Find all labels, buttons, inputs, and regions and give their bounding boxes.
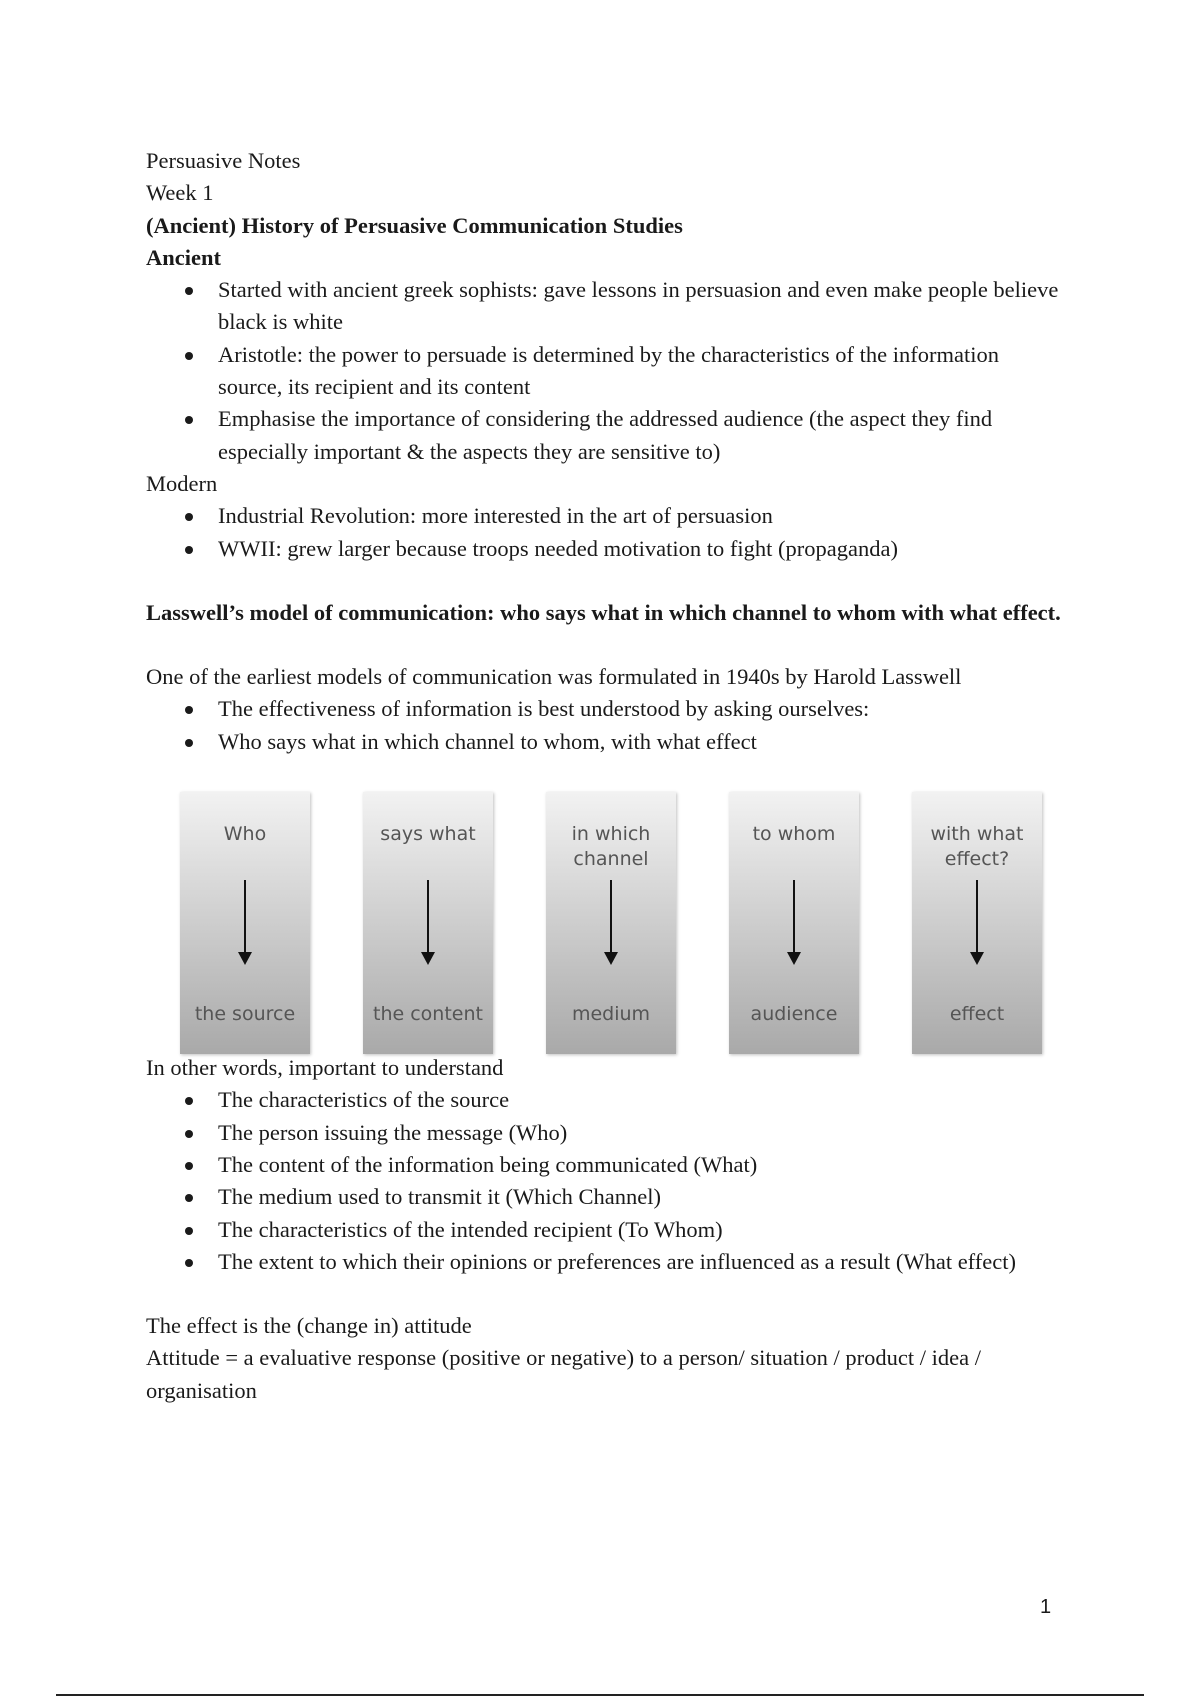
list-item: The extent to which their opinions or preferences are influenced as a result (What effect) [146,1246,1066,1278]
footer-divider [56,1694,1144,1696]
ancient-label: Ancient [146,244,221,270]
diagram-question: in which channel [571,823,651,871]
diagram-question: says what [380,823,476,846]
list-item: The medium used to transmit it (Which Channel) [146,1181,1066,1213]
lasswell-intro: One of the earliest models of communication was formulated in 1940s by Harold Lasswell [146,664,962,690]
list-item: Emphasise the importance of considering the addressed audience (the aspect they find especially important & the aspects they are sensitive to) [146,403,1066,468]
diagram-answer: audience [750,1003,838,1026]
diagram-answer: the content [373,1003,483,1026]
page-number: 1 [1040,1596,1052,1618]
diagram-answer: medium [571,1003,651,1026]
effect-line: The effect is the (change in) attitude [146,1313,472,1339]
other-words-intro: In other words, important to understand [146,1055,504,1081]
diagram-answer: effect [949,1003,1005,1026]
diagram-question: with what effect? [930,823,1024,871]
arrow-down-icon [244,880,246,962]
arrow-down-icon [793,880,795,962]
list-item: Aristotle: the power to persuade is determined by the characteristics of the information source, its recipient and its content [146,339,1066,404]
list-item: Who says what in which channel to whom, with what effect [146,726,1066,758]
ancient-bullet-list [146,274,1066,468]
attitude-definition: Attitude = a evaluative response (positive or negative) to a person/ situation / product / idea / organisation [146,1345,981,1403]
section-heading-history: (Ancient) History of Persuasive Communication Studies [146,212,683,238]
list-item: The effectiveness of information is best understood by asking ourselves: [146,693,1066,725]
diagram-column-says-what [363,792,493,1054]
modern-label: Modern [146,470,218,496]
list-item: The characteristics of the source [146,1084,1066,1116]
list-item: The content of the information being communicated (What) [146,1149,1066,1181]
arrow-down-icon [610,880,612,962]
arrow-down-icon [976,880,978,962]
modern-bullet-list [146,500,1066,565]
list-item: The characteristics of the intended recipient (To Whom) [146,1214,1066,1246]
understand-bullet-list [146,1084,1066,1278]
list-item: WWII: grew larger because troops needed motivation to fight (propaganda) [146,533,1066,565]
week-label: Week 1 [146,180,214,206]
diagram-question: Who [223,823,267,846]
list-item: Industrial Revolution: more interested in the art of persuasion [146,500,1066,532]
diagram-column-channel [546,792,676,1054]
doc-title: Persuasive Notes [146,148,301,173]
section-heading-lasswell: Lasswell’s model of communication: who says what in which channel to whom with what effect. [146,599,1061,625]
list-item: Started with ancient greek sophists: gave lessons in persuasion and even make people believe black is white [146,274,1066,339]
arrow-down-icon [427,880,429,962]
diagram-column-effect [912,792,1042,1054]
list-item: The person issuing the message (Who) [146,1117,1066,1149]
diagram-column-who [180,792,310,1054]
diagram-answer: the source [194,1003,296,1026]
lasswell-diagram [146,758,1066,1052]
diagram-column-to-whom [729,792,859,1054]
diagram-question: to whom [752,823,836,846]
lasswell-bullet-list [146,693,1066,758]
document-page [146,145,1066,1407]
